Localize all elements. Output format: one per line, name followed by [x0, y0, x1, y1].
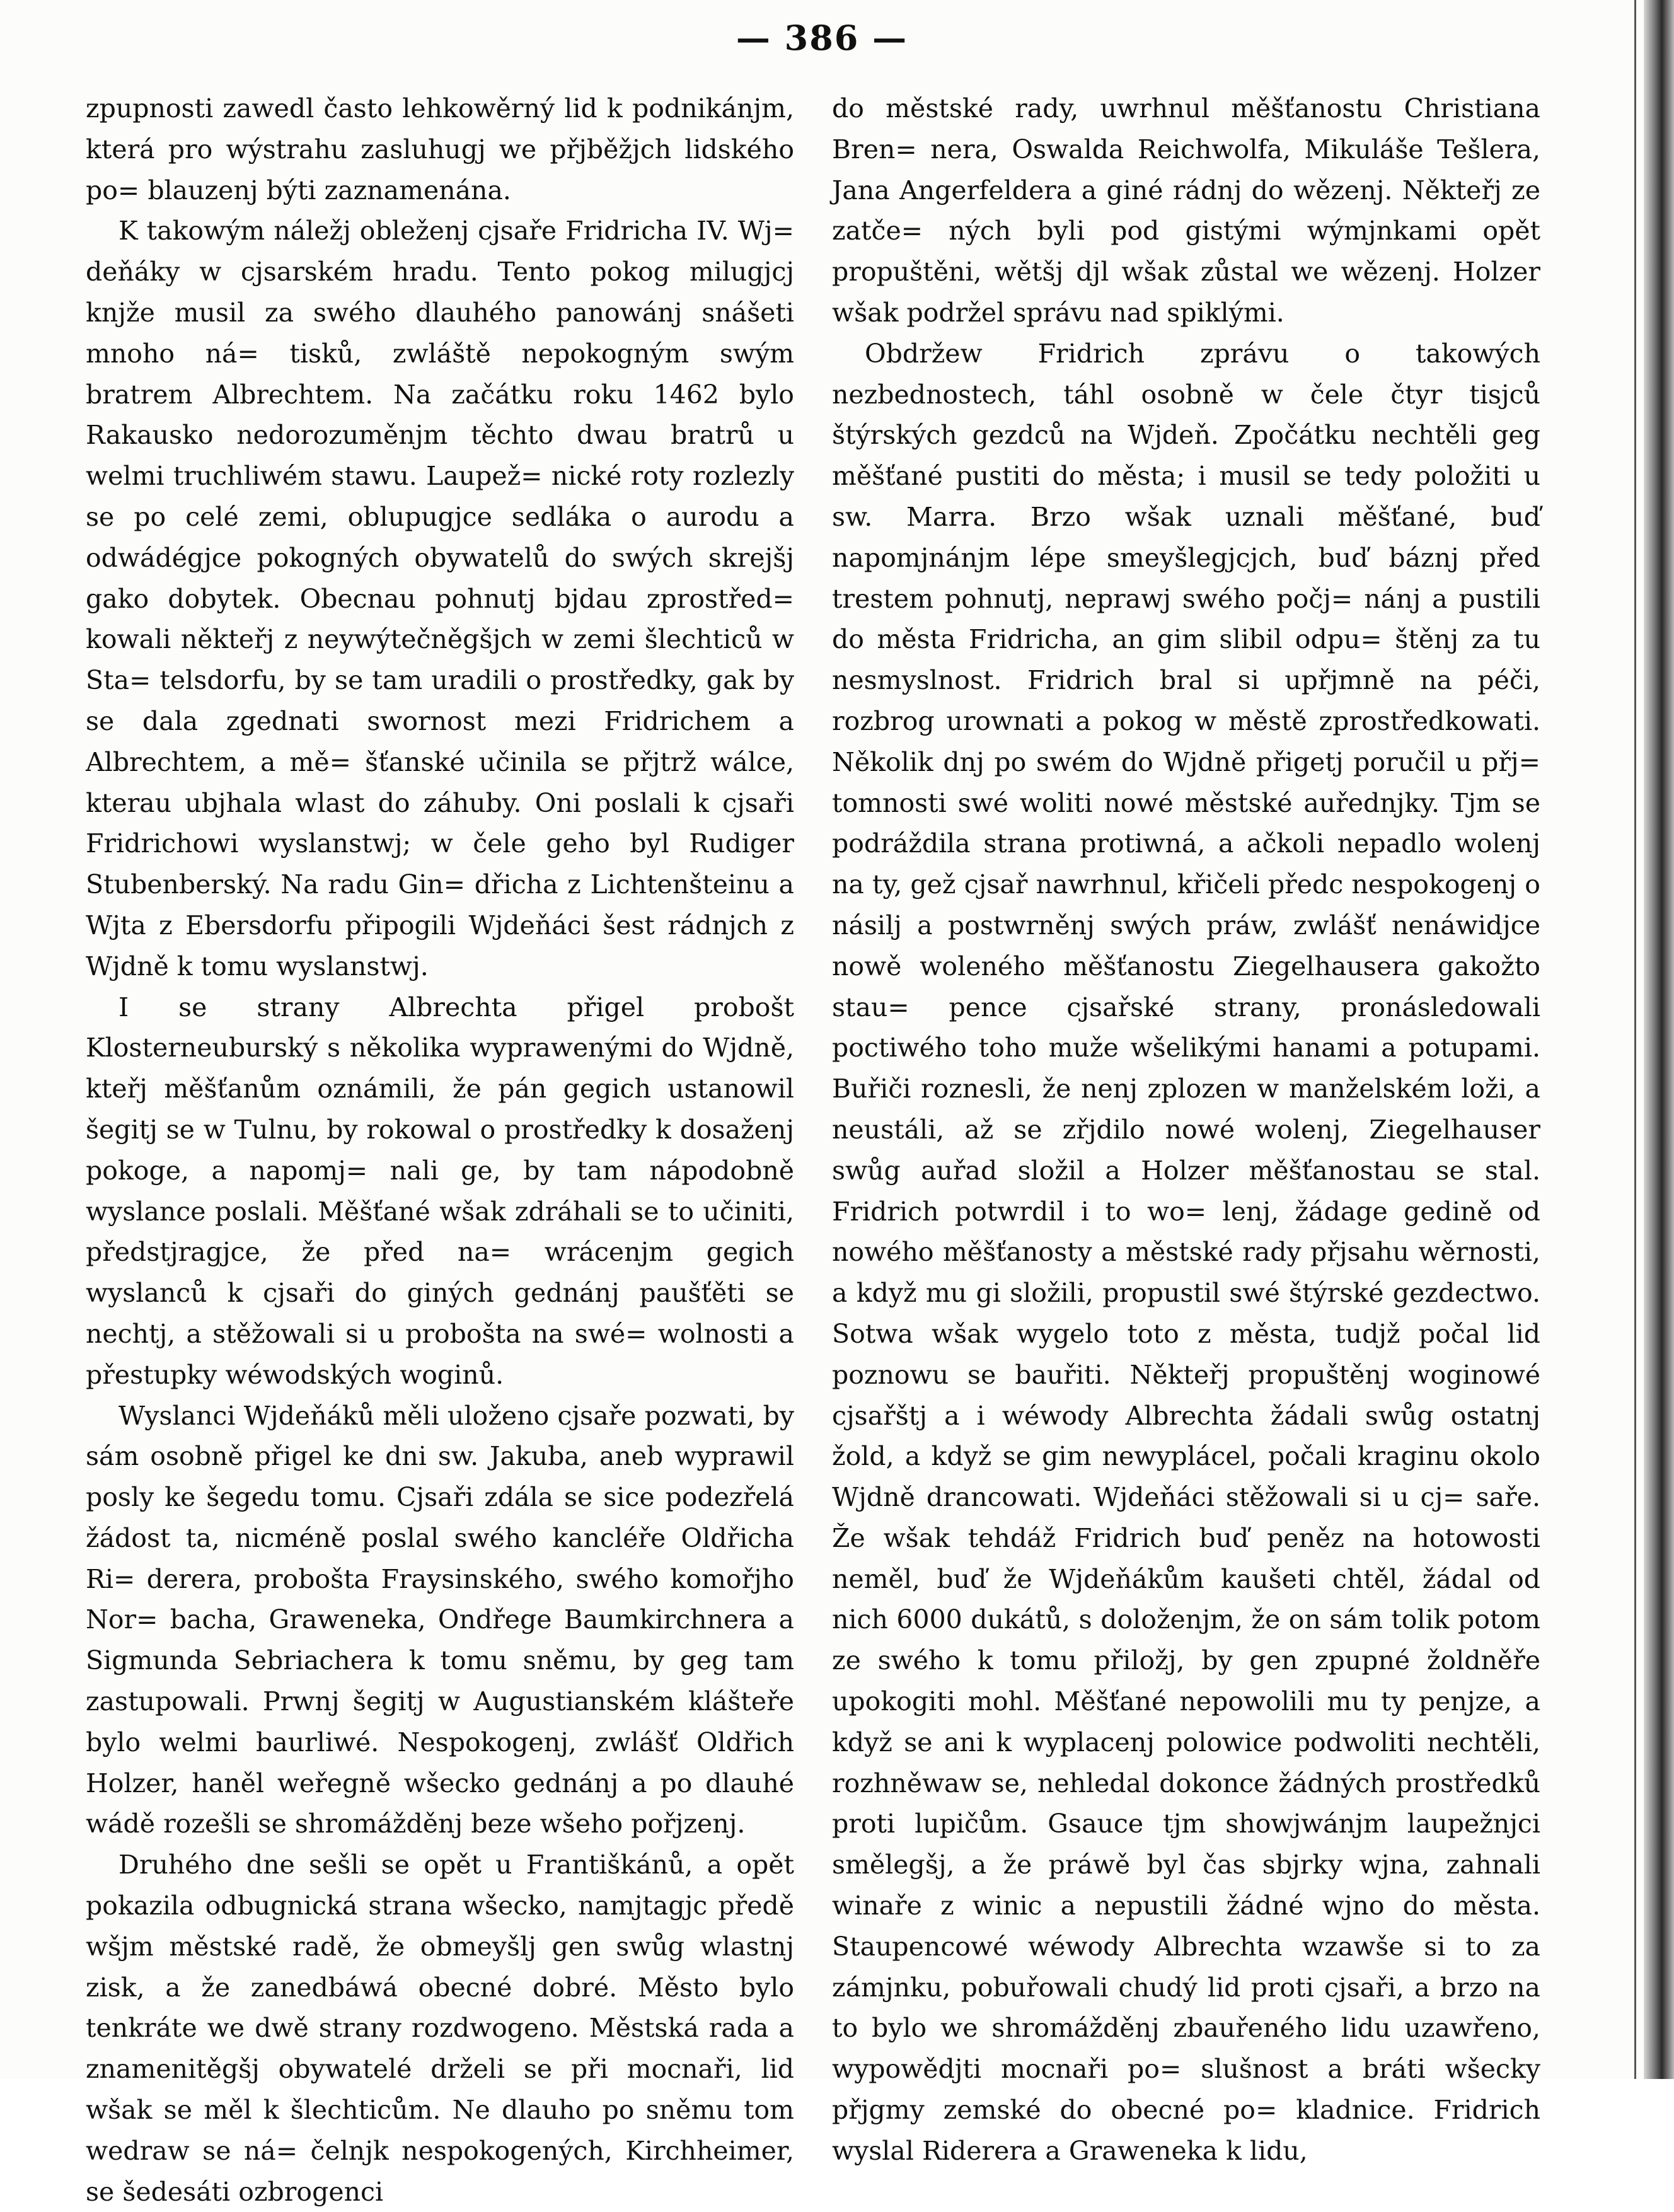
paragraph: Wyslanci Wjdeňáků měli uloženo cjsaře pozwati, by sám osobně přigel ke dni sw. Jakuba, aneb wyprawil posly ke šegedu tomu. Cjsaři zdála se sice podezřelá žádost ta, nicméně poslal swého kancléře Oldřicha Ri= derera, probošta Fraysinského, swého komořjho Nor= bacha, Graweneka, Ondřege Baumkirchnera a Sigmunda Sebriachera k tomu sněmu, by geg tam zastupowali. Prwnj šegitj w Augustianském klášteře bylo welmi baurliwé. Nespokogenj, zwlášť Oldřich Holzer, haněl weřegně wšecko gednánj a po dlauhé wádě rozešli se shromážděnj beze wšeho pořjzenj.	[86, 1400, 794, 1839]
paragraph: do městské rady, uwrhnul měšťanostu Christiana Bren= nera, Oswalda Reichwolfa, Mikuláše Tešlera, Jana Angerfeldera a giné rádnj do wězenj. Někteřj ze zatče= ných byli pod gistými wýmjnkami opět propuštěni, wětšj djl wšak zůstal we wězenj. Holzer wšak podržel správu nad spiklými.	[832, 93, 1540, 328]
paragraph: I se strany Albrechta přigel probošt Klosterneuburský s několika wyprawenými do Wjdně, kteřj měšťanům oznámili, že pán gegich ustanowil šegitj se w Tulnu, by rokowal o prostředky k dosaženj pokoge, a napomj= nali ge, by tam nápodobně wyslance poslali. Měšťané wšak zdráhali se to učiniti, předstjragjce, že před na= wrácenjm gegich wyslanců k cjsaři do giných gednánj paušťěti se nechtj, a stěžowali si u probošta na swé= wolnosti a přestupky wéwodských woginů.	[86, 992, 794, 1390]
paragraph: Obdržew Fridrich zprávu o takowých nezbednostech, táhl osobně w čele čtyr tisjců štýrských gezdců na Wjdeň. Zpočátku nechtěli geg měšťané pustiti do města; i musil se tedy položiti u sw. Marra. Brzo wšak uznali měšťané, buď napomjnánjm lépe smeyšlegjcjch, buď báznj před trestem pohnutj, neprawj swého počj= nánj a pustili do města Fridricha, an gim slibil odpu= štěnj za tu nesmyslnost. Fridrich bral si upřjmně na péči, rozbrog urownati a pokog w městě zprostředkowati. Několik dnj po swém do Wjdně přigetj poručil u přj= tomnosti swé woliti nowé městské auřednjky. Tjm se podráždila strana protiwná, a ačkoli nepadlo wolenj na ty, gež cjsař nawrhnul, křičeli předc nespokogenj o násilj a postwrněnj swých práw, zwlášť nenáwidjce nowě woleného měšťanostu Ziegelhausera gakožto stau= pence cjsařské strany, pronásledowali poctiwého toho muže wšelikými hanami a potupami. Buřiči roznesli, že nenj zplozen w manželském loži, a neustáli, až se zřjdilo nowé wolenj, Ziegelhauser swůg auřad složil a Holzer měšťanostau se stal. Fridrich potwrdil i to wo= lenj, žádage gedině od nowého měšťanosty a městské rady přjsahu wěrnosti, a když mu gi složili, propustil swé štýrské gezdectwo. Sotwa wšak wygelo toto z města, tudjž počal lid poznowu se bauřiti. Někteřj propuštěnj woginowé cjsařštj a i wéwody Albrechta žádali swůg ostatnj žold, a když se gim newyplácel, počali kraginu okolo Wjdně drancowati. Wjdeňáci stěžowali si u cj= saře. Že wšak tehdáž Fridrich buď peněz na hotowosti neměl, buď že Wjdeňákům kaušeti chtěl, žádal od nich 6000 dukátů, s doloženjm, že on sám tolik potom ze swého k tomu přiložj, by gen zpupné žoldněře upokogiti mohl. Měšťané nepowolili mu ty penjze, a když se ani k wyplacenj polowice podwoliti nechtěli, rozhněwaw se, nehledal dokonce žádných prostředků proti lupičům. Gsauce tjm showjwánjm laupežnjci smělegšj, a že práwě byl čas sbjrky wjna, zahnali winaře z winic a nepustili žádné wjno do města. Staupencowé wéwody Albrechta wzawše si to za zámjnku, pobuřowali chudý lid proti cjsaři, a brzo na to bylo we shromážděnj zbauřeného lidu uzawřeno, wypowědjti mocnaři po= slušnost a bráti wšecky přjgmy zemské do obecné po= kladnice. Fridrich wyslal Riderera a Graweneka k lidu,	[832, 338, 1540, 2166]
paragraph: zpupnosti zawedl často lehkowěrný lid k podnikánjm, která pro wýstrahu zasluhugj we přjběžjch lidského po= blauzenj býti zaznamenána.	[86, 93, 794, 206]
page-edge-shadow	[1644, 0, 1674, 2079]
paragraph: K takowým náležj obleženj cjsaře Fridricha IV. Wj= deňáky w cjsarském hradu. Tento pokog milugjcj knjže musil za swého dlauhého panowánj snášeti mnoho ná= tisků, zwláště nepokogným swým bratrem Albrechtem. Na začátku roku 1462 bylo Rakausko nedorozuměnjm těchto dwau bratrů u welmi truchliwém stawu. Laupež= nické roty rozlezly se po celé zemi, oblupugjce sedláka o aurodu a odwádégjce pokogných obywatelů do swých skrejšj gako dobytek. Obecnau pohnutj bjdau zprostřed= kowali někteřj z neywýtečněgšjch w zemi šlechticů w Sta= telsdorfu, by se tam uradili o prostředky, gak by se dala zgednati swornost mezi Fridrichem a Albrechtem, a mě= šťanské učinila se přjtrž wálce, kterau ubjhala wlast do záhuby. Oni poslali k cjsaři Fridrichowi wyslanstwj; w čele geho byl Rudiger Stubenberský. Na radu Gin= dřicha z Lichtenšteinu a Wjta z Ebersdorfu připogili Wjdeňáci šest rádnjch z Wjdně k tomu wyslanstwj.	[86, 216, 794, 982]
page-binding-line	[1634, 0, 1636, 2079]
left-column	[86, 88, 794, 2207]
right-column	[832, 88, 1540, 2166]
page-number: — 386 —	[736, 18, 908, 58]
paragraph: Druhého dne sešli se opět u Františkánů, a opět pokazila odbugnická strana wšecko, namjtagjc předě wšjm městské radě, že obmeyšlj gen swůg wlastnj zisk, a že zanedbáwá obecné dobré. Město bylo tenkráte we dwě strany rozdwogeno. Městská rada a znamenitěgšj obywatelé drželi se při mocnaři, lid wšak se měl k šlechticům. Ne dlauho po sněmu tom wedraw se ná= čelnjk nespokogených, Kirchheimer, se šedesáti ozbrogenci	[86, 1850, 794, 2207]
